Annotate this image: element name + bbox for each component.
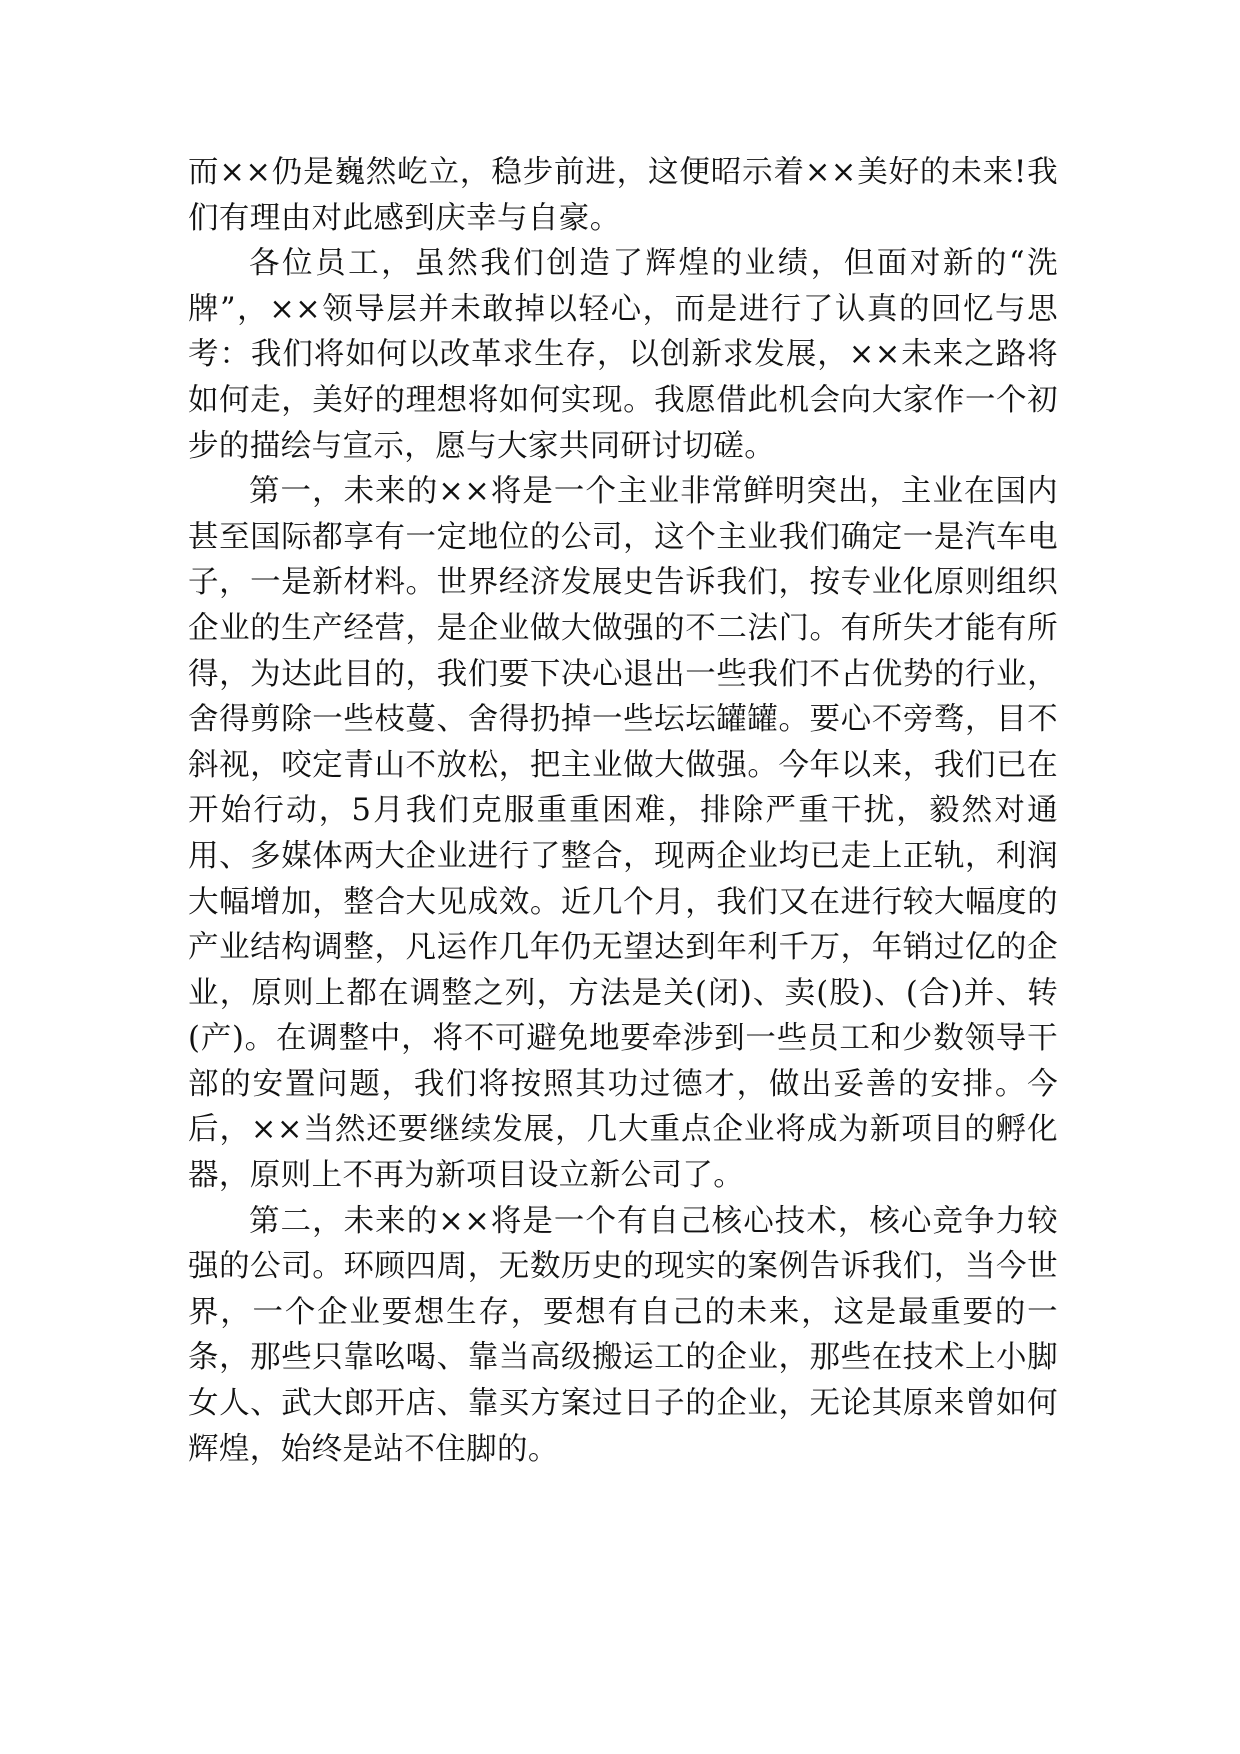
paragraph-reflection: 各位员工，虽然我们创造了辉煌的业绩，但面对新的“洗牌”，××领导层并未敢掉以轻心，而是进行了认真的回忆与思考：我们将如何以改革求生存，以创新求发展，××未来之路将如何走，美好的理想将如何实现。我愿借此机会向大家作一个初步的描绘与宣示，愿与大家共同研讨切磋。 [188, 246, 1058, 464]
paragraph-continuation: 而××仍是巍然屹立，稳步前进，这便昭示着××美好的未来!我们有理由对此感到庆幸与自豪。 [188, 155, 1058, 236]
document-page [188, 150, 1058, 1472]
paragraph-first-point: 第一，未来的××将是一个主业非常鲜明突出，主业在国内甚至国际都享有一定地位的公司，这个主业我们确定一是汽车电子，一是新材料。世界经济发展史告诉我们，按专业化原则组织企业的生产经营，是企业做大做强的不二法门。有所失才能有所得，为达此目的，我们要下决心退出一些我们不占优势的行业，舍得剪除一些枝蔓、舍得扔掉一些坛坛罐罐。要心不旁骛，目不斜视，咬定青山不放松，把主业做大做强。今年以来，我们已在开始行动，5月我们克服重重困难，排除严重干扰，毅然对通用、多媒体两大企业进行了整合，现两企业均已走上正轨，利润大幅增加，整合大见成效。近几个月，我们又在进行较大幅度的产业结构调整，凡运作几年仍无望达到年利千万，年销过亿的企业，原则上都在调整之列，方法是关(闭)、卖(股)、(合)并、转(产)。在调整中，将不可避免地要牵涉到一些员工和少数领导干部的安置问题，我们将按照其功过德才，做出妥善的安排。今后，××当然还要继续发展，几大重点企业将成为新项目的孵化器，原则上不再为新项目设立新公司了。 [188, 474, 1058, 1194]
paragraph-second-point: 第二，未来的××将是一个有自己核心技术，核心竞争力较强的公司。环顾四周，无数历史的现实的案例告诉我们，当今世界，一个企业要想生存，要想有自己的未来，这是最重要的一条，那些只靠吆喝、靠当高级搬运工的企业，那些在技术上小脚女人、武大郎开店、靠买方案过日子的企业，无论其原来曾如何辉煌，始终是站不住脚的。 [188, 1203, 1058, 1467]
